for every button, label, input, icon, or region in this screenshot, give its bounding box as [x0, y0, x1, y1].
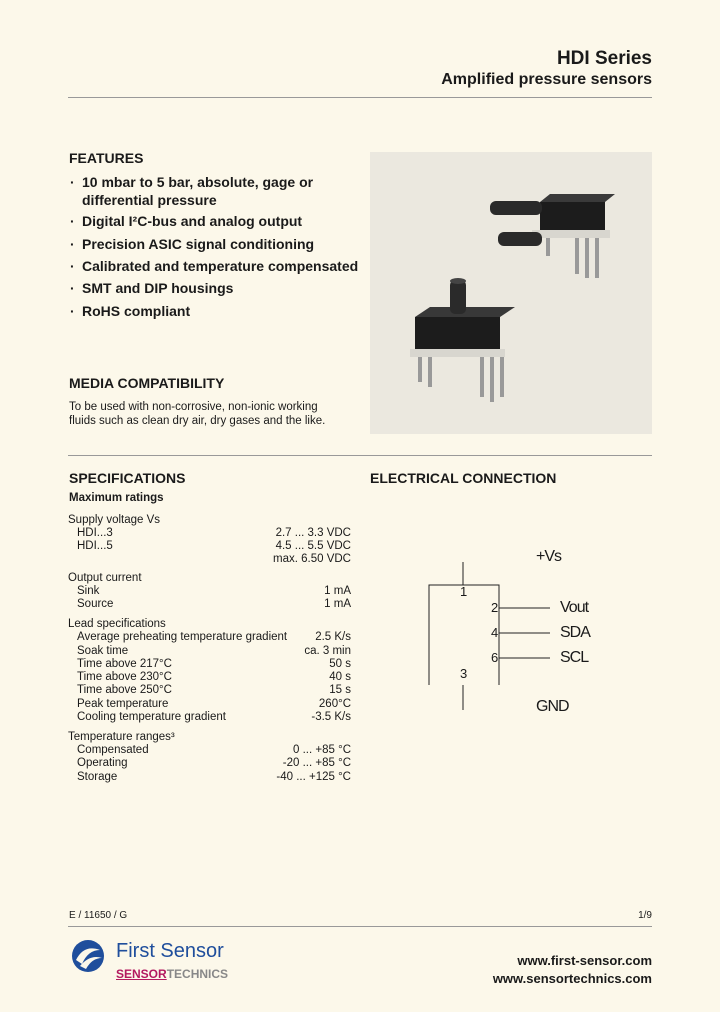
spec-row: HDI...5 4.5 ... 5.5 VDC	[77, 540, 351, 552]
brand-sub-technics: TECHNICS	[166, 967, 229, 981]
vout-label: Vout	[560, 599, 589, 616]
specs-heading: SPECIFICATIONS	[69, 470, 186, 486]
page-subtitle: Amplified pressure sensors	[441, 71, 652, 88]
brand-sub-sensor: SENSOR	[116, 967, 167, 981]
spec-row: max. 6.50 VDC	[273, 553, 351, 565]
spec-row: Peak temperature 260°C	[77, 698, 351, 710]
feature-text: Calibrated and temperature compensated	[82, 258, 359, 274]
feature-item: · 10 mbar to 5 bar, absolute, gage or differential pressure	[70, 173, 360, 209]
feature-item: · Calibrated and temperature compensated	[70, 258, 359, 274]
pin-2: 2	[491, 600, 499, 615]
feature-item: · SMT and DIP housings	[70, 280, 234, 296]
media-heading: MEDIA COMPATIBILITY	[69, 375, 225, 391]
footer-rule	[68, 926, 652, 927]
spec-row: Soak time ca. 3 min	[77, 645, 351, 657]
feature-text: 10 mbar to 5 bar, absolute, gage or differential pressure	[82, 174, 314, 208]
sensor-illustration	[370, 152, 652, 434]
spec-row: Time above 250°C 15 s	[77, 684, 351, 696]
gnd-label: GND	[536, 698, 569, 715]
spec-row: Time above 217°C 50 s	[77, 658, 351, 670]
section-rule	[68, 455, 652, 456]
media-text-line: fluids such as clean dry air, dry gases and the like.	[69, 415, 326, 427]
spec-group-label: Supply voltage Vs	[68, 514, 161, 526]
spec-group-label: Lead specifications	[68, 618, 166, 630]
spec-row: Cooling temperature gradient -3.5 K/s	[77, 711, 351, 723]
spec-row: Storage -40 ... +125 °C	[77, 771, 351, 783]
spec-row: Compensated 0 ... +85 °C	[77, 744, 351, 756]
feature-text: SMT and DIP housings	[82, 280, 234, 296]
feature-text: RoHS compliant	[82, 303, 191, 319]
sda-label: SDA	[560, 624, 590, 641]
header-rule	[68, 97, 652, 98]
feature-item: · RoHS compliant	[70, 303, 191, 319]
brand-name: First Sensor	[116, 940, 224, 962]
media-text-line: To be used with non-corrosive, non-ionic working	[69, 401, 318, 413]
product-photo	[370, 152, 652, 434]
specs-subheading: Maximum ratings	[69, 492, 164, 504]
spec-group-label: Output current	[68, 572, 142, 584]
scl-label: SCL	[560, 649, 589, 666]
pin-3: 3	[460, 666, 468, 681]
pin-4: 4	[491, 625, 499, 640]
electrical-heading: ELECTRICAL CONNECTION	[370, 470, 557, 486]
feature-item: · Precision ASIC signal conditioning	[70, 236, 315, 252]
feature-text: Digital I²C-bus and analog output	[82, 213, 303, 229]
spec-row: Source 1 mA	[77, 598, 351, 610]
page-title: HDI Series	[556, 48, 652, 69]
feature-item: · Digital I²C-bus and analog output	[70, 213, 303, 229]
url-sensortechnics[interactable]: www.sensortechnics.com	[492, 971, 652, 986]
spec-row: Average preheating temperature gradient 2.5 K/s	[77, 631, 351, 643]
first-sensor-logo-icon	[68, 936, 108, 976]
brand-sub	[116, 967, 228, 981]
pin-1: 1	[460, 584, 468, 599]
page-number: 1/9	[638, 910, 652, 921]
features-heading: FEATURES	[69, 150, 144, 166]
feature-text: Precision ASIC signal conditioning	[82, 236, 315, 252]
spec-row: Operating -20 ... +85 °C	[77, 757, 351, 769]
doc-id: E / 11650 / G	[69, 910, 128, 921]
pinout-lines	[370, 540, 652, 740]
spec-row: Sink 1 mA	[77, 585, 351, 597]
spec-row: HDI...3 2.7 ... 3.3 VDC	[77, 527, 351, 539]
spec-group-label: Temperature ranges³	[68, 731, 175, 743]
connection-diagram	[370, 540, 652, 740]
pin-6: 6	[491, 650, 499, 665]
url-first-sensor[interactable]: www.first-sensor.com	[517, 953, 652, 968]
spec-row: Time above 230°C 40 s	[77, 671, 351, 683]
vs-label: +Vs	[536, 548, 562, 565]
